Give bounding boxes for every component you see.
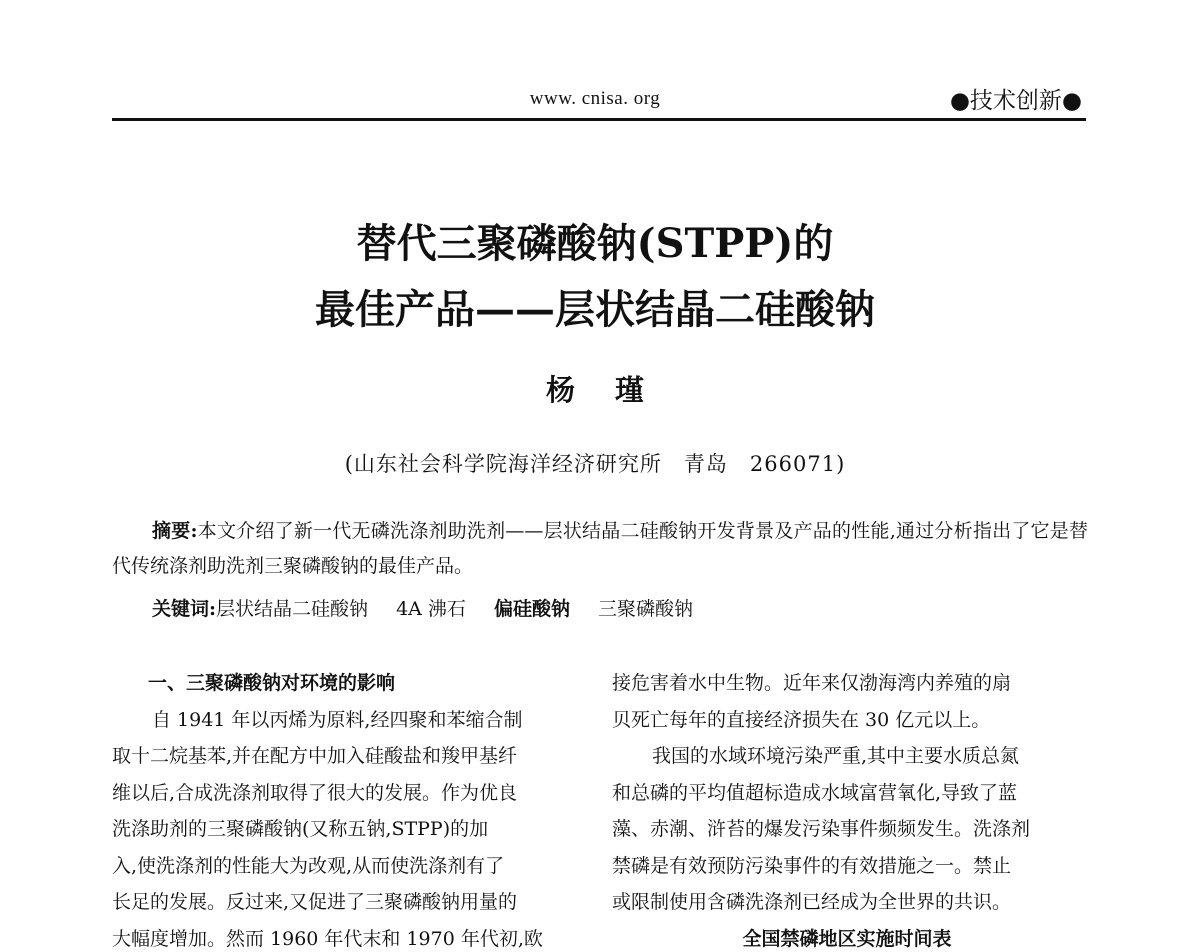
body-line: 接危害着水中生物。近年来仅渤海湾内养殖的扇 [612, 672, 1012, 694]
abstract-label: 摘要: [152, 520, 198, 542]
body-line: 长足的发展。反过来,又促进了三聚磷酸钠用量的 [112, 891, 518, 913]
abstract-text: 本文介绍了新一代无磷洗涤剂助洗剂——层状结晶二硅酸钠开发背景及产品的性能,通过分析指出了它是替代传统涤剂助洗剂三聚磷酸钠的最佳产品。 [112, 520, 1089, 577]
body-line: 取十二烷基苯,并在配方中加入硅酸盐和羧甲基纤 [112, 745, 518, 767]
abstract [112, 514, 1088, 584]
body-column-right [612, 665, 1082, 952]
article-title-line-1: 替代三聚磷酸钠(STPP)的 [356, 220, 834, 267]
body-line: 自 1941 年以丙烯为原料,经四聚和苯缩合制 [152, 708, 523, 731]
keywords [152, 596, 693, 622]
body-line: 大幅度增加。然而 1960 年代末和 1970 年代初,欧 [112, 927, 543, 950]
body-line: 贝死亡每年的直接经济损失在 30 亿元以上。 [612, 708, 991, 731]
header-rule [112, 118, 1086, 121]
body-column-left [112, 665, 582, 952]
keyword-item: 三聚磷酸钠 [598, 598, 694, 620]
body-line: 入,使洗涤剂的性能大为改观,从而使洗涤剂有了 [112, 854, 505, 877]
article-title-line-2: 最佳产品——层状结晶二硅酸钠 [315, 286, 875, 333]
body-line: 维以后,合成洗涤剂取得了很大的发展。作为优良 [112, 781, 518, 804]
keyword-item: 层状结晶二硅酸钠 [216, 598, 369, 620]
author-affiliation: (山东社会科学院海洋经济研究所 青岛 266071) [344, 452, 846, 476]
keywords-label: 关键词: [152, 598, 217, 620]
header-section-label: ●技术创新● [949, 88, 1082, 114]
body-line: 藻、赤潮、浒苔的爆发污染事件频频发生。洗涤剂 [612, 818, 1031, 840]
body-line: 洗涤助剂的三聚磷酸钠(又称五钠,STPP)的加 [112, 818, 489, 840]
body-line: 或限制使用含磷洗涤剂已经成为全世界的共识。 [612, 891, 1012, 913]
body-line: 和总磷的平均值超标造成水域富营氧化,导致了蓝 [612, 781, 1018, 804]
section-heading: 一、三聚磷酸钠对环境的影响 [148, 672, 396, 694]
table-title: 全国禁磷地区实施时间表 [742, 927, 952, 950]
author-name: 杨瑾 [545, 373, 684, 407]
header-url: www. cnisa. org [529, 88, 661, 109]
body-line: 我国的水域环境污染严重,其中主要水质总氮 [652, 745, 1020, 767]
keyword-item: 偏硅酸钠 [493, 598, 570, 620]
keyword-item: 4A 沸石 [396, 598, 466, 620]
body-line: 禁磷是有效预防污染事件的有效措施之一。禁止 [612, 854, 1012, 877]
